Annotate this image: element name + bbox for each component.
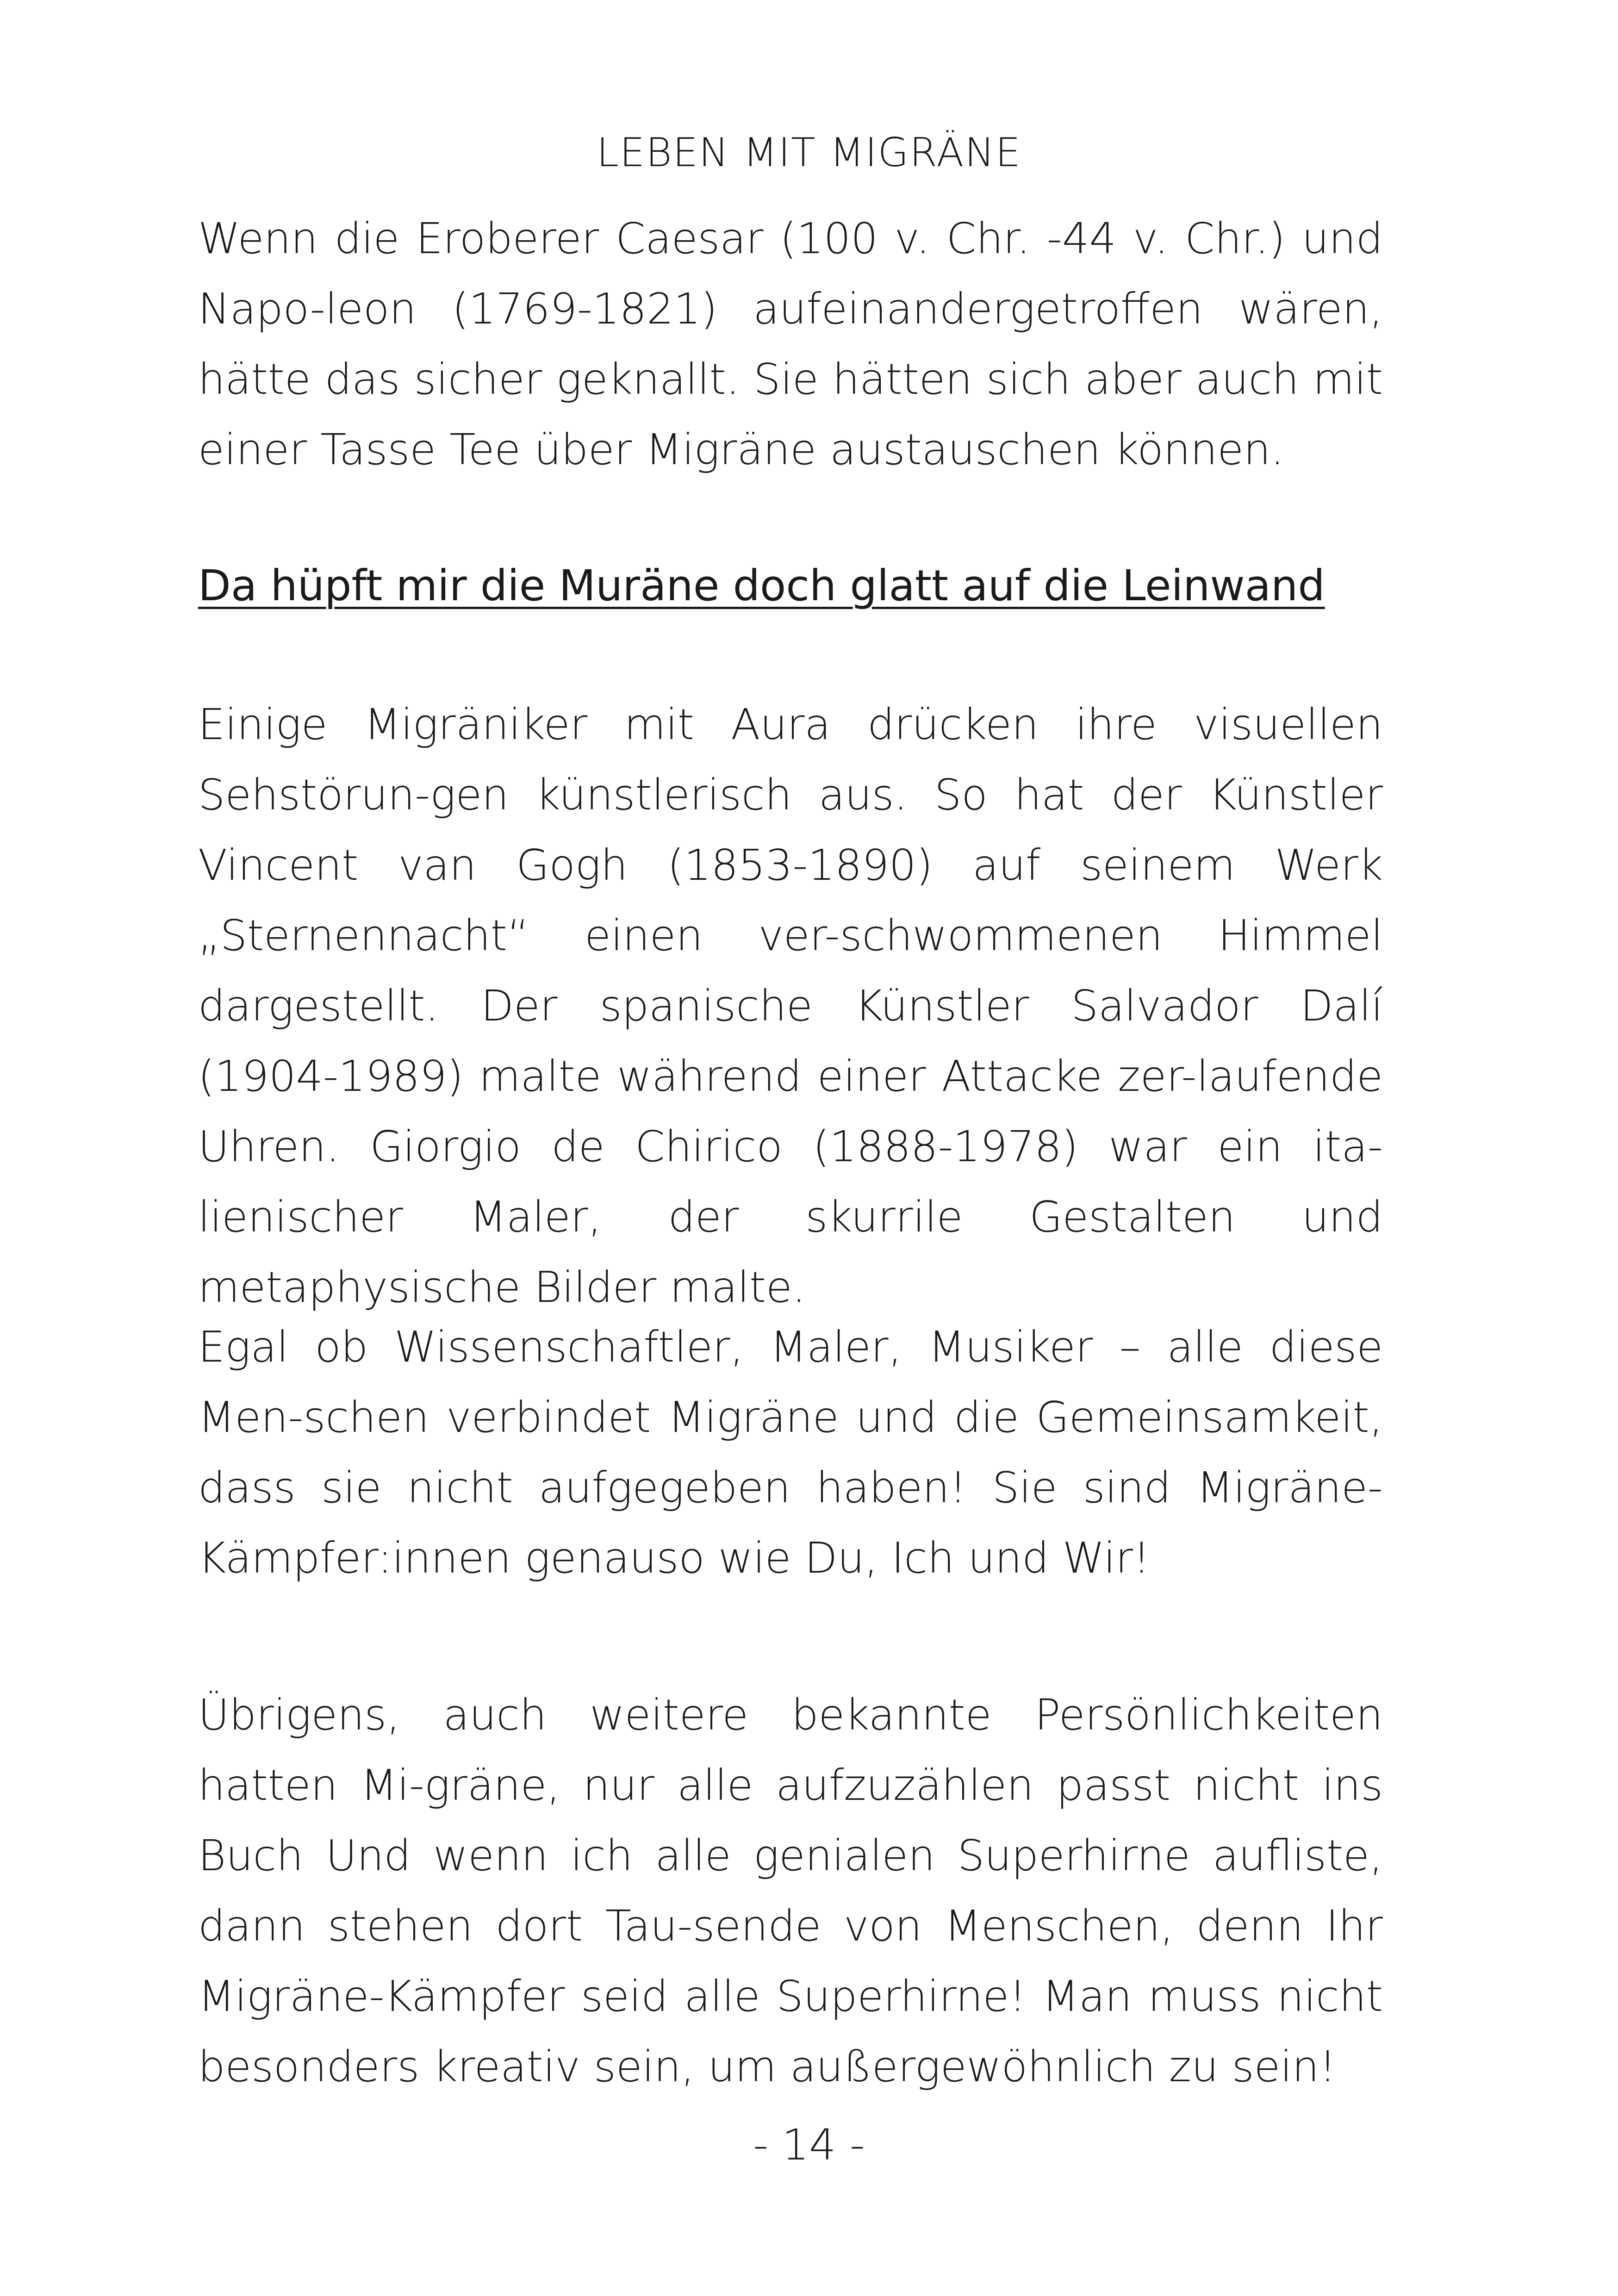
body-paragraph-4: Übrigens, auch weitere bekannte Persönlichkeiten hatten Mi-gräne, nur alle aufzuzählen passt nicht ins Buch Und wenn ich alle genialen Superhirne aufliste, dann stehen dort Tau-sende von Menschen, denn Ihr Migräne-Kämpfer seid alle Superhirne! Man muss nicht besonders kreativ sein, um außergewöhnlich zu sein! (198, 1690, 1383, 2091)
page-number: - 14 - (753, 2120, 865, 2170)
section-subheading: Da hüpft mir die Muräne doch glatt auf die Leinwand (198, 561, 1325, 610)
running-title: LEBEN MIT MIGRÄNE (597, 130, 1021, 176)
body-paragraph-1: Wenn die Eroberer Caesar (100 v. Chr. -44 v. Chr.) und Napo-leon (1769-1821) aufeinandergetroffen wären, hätte das sicher geknallt. Sie hätten sich aber auch mit einer Tasse Tee über Migräne austauschen können. (198, 214, 1383, 474)
body-paragraph-2: Einige Migräniker mit Aura drücken ihre visuellen Sehstörun-gen künstlerisch aus. So hat der Künstler Vincent van Gogh (1853-1890) auf seinem Werk „Sternennacht“ einen ver-schwommenen Himmel dargestellt. Der spanische Künstler Salvador Dalí (1904-1989) malte während einer Attacke zer-laufende Uhren. Giorgio de Chirico (1888-1978) war ein ita-lienischer Maler, der skurrile Gestalten und metaphysische Bilder malte. (198, 700, 1383, 1312)
body-paragraph-3: Egal ob Wissenschaftler, Maler, Musiker – alle diese Men-schen verbindet Migräne und die Gemeinsamkeit, dass sie nicht aufgegeben haben! Sie sind Migräne-Kämpfer:innen genauso wie Du, Ich und Wir! (198, 1322, 1383, 1583)
